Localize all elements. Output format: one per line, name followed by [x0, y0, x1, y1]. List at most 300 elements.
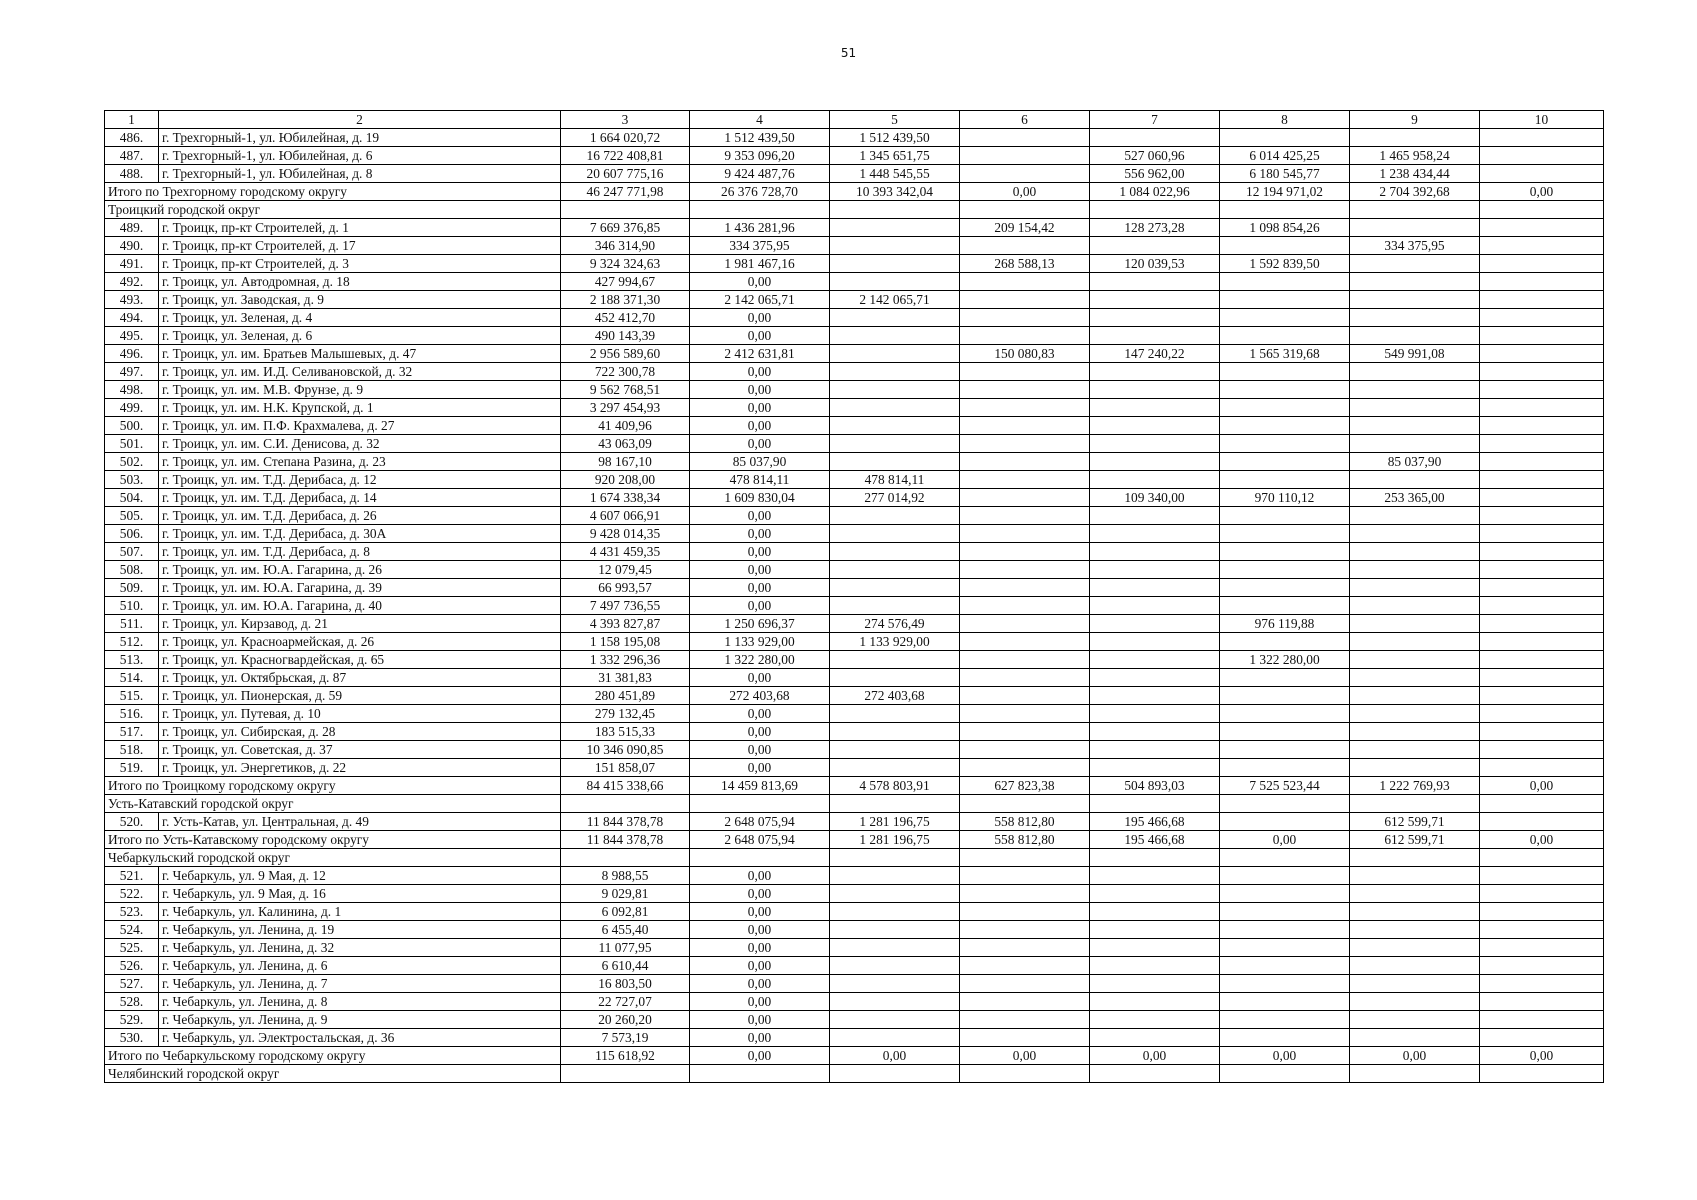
value-cell	[830, 597, 960, 615]
address-cell: г. Троицк, ул. Октябрьская, д. 87	[159, 669, 561, 687]
value-cell: 0,00	[690, 399, 830, 417]
table-row	[105, 525, 1604, 543]
value-cell	[960, 975, 1090, 993]
value-cell	[1220, 975, 1350, 993]
value-cell: 558 812,80	[960, 813, 1090, 831]
value-cell	[1480, 705, 1604, 723]
value-cell: 9 424 487,76	[690, 165, 830, 183]
value-cell	[1090, 579, 1220, 597]
empty-cell	[561, 795, 690, 813]
value-cell	[1350, 633, 1480, 651]
value-cell	[960, 129, 1090, 147]
address-cell: г. Чебаркуль, ул. 9 Мая, д. 12	[159, 867, 561, 885]
row-number: 519.	[105, 759, 159, 777]
value-cell	[1480, 957, 1604, 975]
value-cell: 10 346 090,85	[561, 741, 690, 759]
table-row	[105, 813, 1604, 831]
empty-cell	[561, 849, 690, 867]
value-cell	[960, 867, 1090, 885]
row-number: 526.	[105, 957, 159, 975]
value-cell	[960, 669, 1090, 687]
row-number: 491.	[105, 255, 159, 273]
table-row	[105, 489, 1604, 507]
empty-cell	[1220, 1065, 1350, 1083]
table-row	[105, 615, 1604, 633]
address-cell: г. Чебаркуль, ул. 9 Мая, д. 16	[159, 885, 561, 903]
value-cell	[1220, 291, 1350, 309]
value-cell	[1350, 309, 1480, 327]
table-row	[105, 453, 1604, 471]
empty-cell	[1220, 201, 1350, 219]
value-cell: 6 180 545,77	[1220, 165, 1350, 183]
value-cell: 43 063,09	[561, 435, 690, 453]
value-cell	[1090, 327, 1220, 345]
value-cell: 920 208,00	[561, 471, 690, 489]
value-cell: 558 812,80	[960, 831, 1090, 849]
value-cell: 0,00	[1480, 1047, 1604, 1065]
value-cell: 0,00	[690, 507, 830, 525]
value-cell: 0,00	[690, 381, 830, 399]
value-cell: 2 956 589,60	[561, 345, 690, 363]
value-cell	[1350, 129, 1480, 147]
address-cell: г. Троицк, ул. Кирзавод, д. 21	[159, 615, 561, 633]
value-cell: 84 415 338,66	[561, 777, 690, 795]
value-cell: 7 669 376,85	[561, 219, 690, 237]
value-cell: 0,00	[690, 921, 830, 939]
value-cell: 7 573,19	[561, 1029, 690, 1047]
value-cell: 722 300,78	[561, 363, 690, 381]
value-cell	[960, 273, 1090, 291]
table-row	[105, 1029, 1604, 1047]
value-cell	[960, 1029, 1090, 1047]
value-cell: 0,00	[690, 741, 830, 759]
row-number: 498.	[105, 381, 159, 399]
value-cell	[1220, 453, 1350, 471]
value-cell	[1480, 453, 1604, 471]
value-cell	[1480, 471, 1604, 489]
address-cell: г. Троицк, пр-кт Строителей, д. 17	[159, 237, 561, 255]
value-cell	[1090, 651, 1220, 669]
address-cell: г. Троицк, ул. им. Ю.А. Гагарина, д. 26	[159, 561, 561, 579]
value-cell: 334 375,95	[690, 237, 830, 255]
value-cell: 0,00	[690, 993, 830, 1011]
value-cell	[830, 327, 960, 345]
value-cell: 549 991,08	[1350, 345, 1480, 363]
row-number: 514.	[105, 669, 159, 687]
address-cell: г. Чебаркуль, ул. Ленина, д. 6	[159, 957, 561, 975]
value-cell: 85 037,90	[690, 453, 830, 471]
value-cell	[1220, 1011, 1350, 1029]
value-cell	[1090, 561, 1220, 579]
section-row	[105, 1065, 1604, 1083]
value-cell	[1480, 561, 1604, 579]
address-cell: г. Троицк, ул. им. С.И. Денисова, д. 32	[159, 435, 561, 453]
value-cell	[1350, 921, 1480, 939]
row-number: 515.	[105, 687, 159, 705]
value-cell: 1 084 022,96	[1090, 183, 1220, 201]
value-cell	[1220, 669, 1350, 687]
value-cell: 9 353 096,20	[690, 147, 830, 165]
column-header: 4	[690, 111, 830, 129]
value-cell	[1480, 309, 1604, 327]
address-cell: г. Чебаркуль, ул. Ленина, д. 19	[159, 921, 561, 939]
row-number: 521.	[105, 867, 159, 885]
table-row	[105, 975, 1604, 993]
value-cell	[1480, 165, 1604, 183]
value-cell	[1480, 345, 1604, 363]
value-cell: 1 592 839,50	[1220, 255, 1350, 273]
value-cell	[1220, 363, 1350, 381]
value-cell: 268 588,13	[960, 255, 1090, 273]
value-cell: 0,00	[1480, 777, 1604, 795]
row-number: 504.	[105, 489, 159, 507]
value-cell	[1090, 939, 1220, 957]
value-cell: 0,00	[1220, 831, 1350, 849]
value-cell	[1090, 309, 1220, 327]
address-cell: г. Трехгорный-1, ул. Юбилейная, д. 6	[159, 147, 561, 165]
value-cell	[830, 867, 960, 885]
value-cell	[960, 723, 1090, 741]
value-cell: 527 060,96	[1090, 147, 1220, 165]
value-cell: 0,00	[690, 957, 830, 975]
empty-cell	[1480, 849, 1604, 867]
value-cell	[1350, 705, 1480, 723]
empty-cell	[830, 201, 960, 219]
address-cell: г. Троицк, ул. им. Ю.А. Гагарина, д. 39	[159, 579, 561, 597]
value-cell: 4 431 459,35	[561, 543, 690, 561]
value-cell	[1350, 597, 1480, 615]
value-cell: 427 994,67	[561, 273, 690, 291]
value-cell	[1220, 273, 1350, 291]
address-cell: г. Трехгорный-1, ул. Юбилейная, д. 19	[159, 129, 561, 147]
table-body	[105, 111, 1604, 1083]
value-cell: 1 465 958,24	[1350, 147, 1480, 165]
value-cell	[960, 363, 1090, 381]
value-cell	[1480, 255, 1604, 273]
empty-cell	[960, 201, 1090, 219]
value-cell	[830, 1029, 960, 1047]
value-cell	[1480, 921, 1604, 939]
section-label: Усть-Катавский городской округ	[105, 795, 561, 813]
value-cell: 612 599,71	[1350, 813, 1480, 831]
value-cell	[830, 579, 960, 597]
value-cell	[1350, 939, 1480, 957]
value-cell	[960, 291, 1090, 309]
value-cell: 490 143,39	[561, 327, 690, 345]
empty-cell	[690, 795, 830, 813]
value-cell: 556 962,00	[1090, 165, 1220, 183]
row-number: 508.	[105, 561, 159, 579]
value-cell	[960, 543, 1090, 561]
row-number: 496.	[105, 345, 159, 363]
value-cell: 1 238 434,44	[1350, 165, 1480, 183]
value-cell	[1220, 1029, 1350, 1047]
value-cell	[1480, 939, 1604, 957]
value-cell	[1090, 1011, 1220, 1029]
address-cell: г. Троицк, ул. Заводская, д. 9	[159, 291, 561, 309]
value-cell	[1220, 129, 1350, 147]
value-cell: 150 080,83	[960, 345, 1090, 363]
table-row	[105, 399, 1604, 417]
row-number: 509.	[105, 579, 159, 597]
table-row	[105, 759, 1604, 777]
value-cell	[830, 417, 960, 435]
value-cell	[1480, 813, 1604, 831]
value-cell	[1090, 237, 1220, 255]
address-cell: г. Чебаркуль, ул. Ленина, д. 9	[159, 1011, 561, 1029]
value-cell: 85 037,90	[1350, 453, 1480, 471]
value-cell	[1220, 561, 1350, 579]
value-cell: 16 722 408,81	[561, 147, 690, 165]
value-cell	[960, 651, 1090, 669]
value-cell	[1350, 615, 1480, 633]
row-number: 517.	[105, 723, 159, 741]
value-cell: 1 098 854,26	[1220, 219, 1350, 237]
address-cell: г. Троицк, ул. Советская, д. 37	[159, 741, 561, 759]
value-cell: 2 142 065,71	[690, 291, 830, 309]
value-cell: 2 648 075,94	[690, 813, 830, 831]
value-cell	[1480, 687, 1604, 705]
row-number: 487.	[105, 147, 159, 165]
column-header: 8	[1220, 111, 1350, 129]
value-cell	[1220, 813, 1350, 831]
value-cell: 12 079,45	[561, 561, 690, 579]
value-cell	[960, 705, 1090, 723]
value-cell	[960, 327, 1090, 345]
value-cell	[1350, 579, 1480, 597]
row-number: 488.	[105, 165, 159, 183]
value-cell	[1480, 507, 1604, 525]
value-cell	[1480, 381, 1604, 399]
value-cell: 0,00	[960, 1047, 1090, 1065]
value-cell	[1480, 597, 1604, 615]
empty-cell	[1220, 849, 1350, 867]
value-cell	[960, 1011, 1090, 1029]
value-cell: 0,00	[690, 327, 830, 345]
value-cell	[1220, 417, 1350, 435]
empty-cell	[830, 849, 960, 867]
value-cell	[1090, 417, 1220, 435]
value-cell: 0,00	[690, 597, 830, 615]
address-cell: г. Троицк, пр-кт Строителей, д. 3	[159, 255, 561, 273]
empty-cell	[690, 201, 830, 219]
value-cell: 0,00	[690, 543, 830, 561]
value-cell	[830, 885, 960, 903]
address-cell: г. Чебаркуль, ул. Ленина, д. 8	[159, 993, 561, 1011]
value-cell	[1350, 525, 1480, 543]
value-cell	[1480, 633, 1604, 651]
row-number: 528.	[105, 993, 159, 1011]
row-number: 522.	[105, 885, 159, 903]
value-cell	[1350, 993, 1480, 1011]
value-cell: 0,00	[690, 669, 830, 687]
value-cell: 0,00	[690, 579, 830, 597]
address-cell: г. Троицк, ул. им. Т.Д. Дерибаса, д. 26	[159, 507, 561, 525]
row-number: 489.	[105, 219, 159, 237]
value-cell: 612 599,71	[1350, 831, 1480, 849]
value-cell: 277 014,92	[830, 489, 960, 507]
value-cell: 0,00	[690, 705, 830, 723]
page-number: 51	[840, 46, 857, 60]
value-cell	[830, 1011, 960, 1029]
value-cell	[830, 273, 960, 291]
value-cell	[1350, 867, 1480, 885]
row-number: 506.	[105, 525, 159, 543]
value-cell: 272 403,68	[690, 687, 830, 705]
row-number: 499.	[105, 399, 159, 417]
address-cell: г. Троицк, ул. Зеленая, д. 4	[159, 309, 561, 327]
row-number: 530.	[105, 1029, 159, 1047]
value-cell	[1090, 291, 1220, 309]
value-cell	[1220, 687, 1350, 705]
value-cell: 0,00	[960, 183, 1090, 201]
value-cell: 7 525 523,44	[1220, 777, 1350, 795]
value-cell: 3 297 454,93	[561, 399, 690, 417]
value-cell	[1350, 1011, 1480, 1029]
value-cell: 46 247 771,98	[561, 183, 690, 201]
row-number: 490.	[105, 237, 159, 255]
data-table	[104, 110, 1604, 1083]
empty-cell	[830, 795, 960, 813]
table-row	[105, 435, 1604, 453]
value-cell: 151 858,07	[561, 759, 690, 777]
row-number: 525.	[105, 939, 159, 957]
value-cell: 0,00	[1480, 831, 1604, 849]
value-cell	[1480, 903, 1604, 921]
value-cell	[1350, 651, 1480, 669]
table-row	[105, 237, 1604, 255]
value-cell: 2 142 065,71	[830, 291, 960, 309]
value-cell: 0,00	[690, 903, 830, 921]
total-row	[105, 1047, 1604, 1065]
section-label: Чебаркульский городской округ	[105, 849, 561, 867]
value-cell	[1480, 147, 1604, 165]
value-cell	[960, 471, 1090, 489]
value-cell: 6 014 425,25	[1220, 147, 1350, 165]
value-cell: 6 092,81	[561, 903, 690, 921]
address-cell: г. Троицк, ул. Зеленая, д. 6	[159, 327, 561, 345]
value-cell: 274 576,49	[830, 615, 960, 633]
table-row	[105, 363, 1604, 381]
value-cell	[1220, 237, 1350, 255]
value-cell: 1 436 281,96	[690, 219, 830, 237]
value-cell	[1220, 471, 1350, 489]
value-cell	[1480, 273, 1604, 291]
value-cell: 8 988,55	[561, 867, 690, 885]
value-cell: 0,00	[690, 975, 830, 993]
value-cell	[1350, 435, 1480, 453]
value-cell: 147 240,22	[1090, 345, 1220, 363]
value-cell	[830, 363, 960, 381]
address-cell: г. Троицк, ул. им. Т.Д. Дерибаса, д. 30А	[159, 525, 561, 543]
total-row	[105, 777, 1604, 795]
value-cell	[1220, 921, 1350, 939]
table-row	[105, 561, 1604, 579]
value-cell	[1350, 687, 1480, 705]
empty-cell	[1090, 795, 1220, 813]
value-cell	[830, 525, 960, 543]
row-number: 507.	[105, 543, 159, 561]
value-cell	[1090, 615, 1220, 633]
table-row	[105, 723, 1604, 741]
table-row	[105, 219, 1604, 237]
value-cell	[1090, 543, 1220, 561]
value-cell	[1480, 525, 1604, 543]
value-cell	[1350, 759, 1480, 777]
value-cell: 1 322 280,00	[1220, 651, 1350, 669]
value-cell	[1480, 579, 1604, 597]
value-cell	[1220, 525, 1350, 543]
value-cell	[960, 561, 1090, 579]
row-number: 511.	[105, 615, 159, 633]
value-cell	[960, 237, 1090, 255]
value-cell: 11 077,95	[561, 939, 690, 957]
value-cell	[1090, 723, 1220, 741]
value-cell: 120 039,53	[1090, 255, 1220, 273]
value-cell	[1090, 435, 1220, 453]
value-cell	[960, 147, 1090, 165]
value-cell: 0,00	[690, 561, 830, 579]
value-cell: 195 466,68	[1090, 813, 1220, 831]
value-cell	[830, 435, 960, 453]
column-header: 9	[1350, 111, 1480, 129]
value-cell	[1480, 867, 1604, 885]
table-row	[105, 741, 1604, 759]
value-cell: 1 981 467,16	[690, 255, 830, 273]
value-cell: 2 648 075,94	[690, 831, 830, 849]
value-cell: 14 459 813,69	[690, 777, 830, 795]
row-number: 494.	[105, 309, 159, 327]
value-cell	[1480, 489, 1604, 507]
table-row	[105, 291, 1604, 309]
value-cell	[1090, 759, 1220, 777]
value-cell	[1350, 507, 1480, 525]
value-cell	[1480, 1011, 1604, 1029]
value-cell	[1220, 579, 1350, 597]
empty-cell	[960, 849, 1090, 867]
value-cell	[1090, 903, 1220, 921]
empty-cell	[1480, 795, 1604, 813]
value-cell	[960, 759, 1090, 777]
value-cell: 128 273,28	[1090, 219, 1220, 237]
value-cell: 22 727,07	[561, 993, 690, 1011]
row-number: 516.	[105, 705, 159, 723]
value-cell	[830, 903, 960, 921]
value-cell	[1480, 723, 1604, 741]
table-row	[105, 651, 1604, 669]
value-cell	[960, 885, 1090, 903]
value-cell	[830, 219, 960, 237]
empty-cell	[1090, 849, 1220, 867]
value-cell	[1090, 1029, 1220, 1047]
value-cell	[1480, 543, 1604, 561]
value-cell	[1220, 723, 1350, 741]
value-cell: 26 376 728,70	[690, 183, 830, 201]
row-number: 492.	[105, 273, 159, 291]
value-cell	[830, 669, 960, 687]
value-cell: 4 578 803,91	[830, 777, 960, 795]
value-cell	[1350, 1029, 1480, 1047]
value-cell: 31 381,83	[561, 669, 690, 687]
value-cell	[1480, 615, 1604, 633]
value-cell: 504 893,03	[1090, 777, 1220, 795]
row-number: 497.	[105, 363, 159, 381]
value-cell: 1 332 296,36	[561, 651, 690, 669]
column-header: 7	[1090, 111, 1220, 129]
address-cell: г. Троицк, ул. им. Т.Д. Дерибаса, д. 8	[159, 543, 561, 561]
row-number: 493.	[105, 291, 159, 309]
value-cell	[1090, 273, 1220, 291]
